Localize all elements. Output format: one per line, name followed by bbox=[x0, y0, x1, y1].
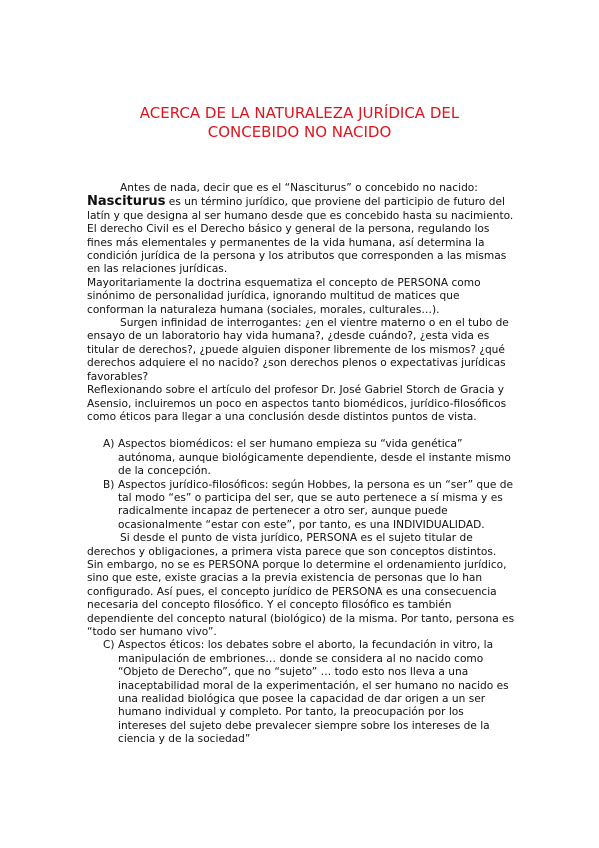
title-line-2: CONCEBIDO NO NACIDO bbox=[207, 123, 392, 141]
intro-paragraph-4: Surgen infinidad de interrogantes: ¿en el vientre materno o en el tubo de ensayo de un laboratorio hay vida humana?, ¿desde cuándo?, ¿esta vida es titular de derechos?, ¿puede alguien disponer libremente de los mismos? ¿qué derechos adquiere el no nacido? ¿son derechos plenos o expectativas jurídicas favorables? bbox=[87, 317, 509, 383]
aspects-list-continued bbox=[87, 639, 515, 746]
intro-paragraph-5: Reflexionando sobre el artículo del profesor Dr. José Gabriel Storch de Gracia y Asensio, incluiremos un poco en aspectos tanto biomédicos, jurídico-filosóficos como éticos para llegar a una conclusión desde distintos puntos de vista. bbox=[87, 384, 507, 423]
intro-paragraph-2: El derecho Civil es el Derecho básico y general de la persona, regulando los fines más elementales y permanentes de la vida humana, así determina la condición jurídica de la persona y los atributos que corresponden a las mismas en las relaciones jurídicas. bbox=[87, 223, 507, 276]
list-label-b: B) bbox=[103, 478, 115, 491]
aspect-b-continuation: Si desde el punto de vista jurídico, PERSONA es el sujeto titular de derechos y obligaciones, a primera vista parece que son conceptos distintos. Sin embargo, no se es PERSONA porque lo determine el ordenamiento jurídico, sino que este, existe gracias a la previa existencia de personas que lo han configurado. Así pues, el concepto jurídico de PERSONA es una consecuencia necesaria del concepto filosófico. Y el concepto filosófico es también dependiente del concepto natural (biológico) de la misma. Por tanto, persona es “todo ser humano vivo”. bbox=[87, 532, 515, 638]
list-text-c: Aspectos éticos: los debates sobre el aborto, la fecundación in vitro, la manipulación de embriones… donde se considera al no nacido como “Objeto de Derecho”, que no “sujeto” … todo esto nos lleva a una inaceptabilidad moral de la experimentación, el ser humano no nacido es una realidad biológica que posee la capacidad de dar origen a un ser humano individual y completo. Por tanto, la preocupación por los intereses del sujeto debe prevalecer siempre sobre los intereses de la ciencia y de la sociedad” bbox=[118, 639, 509, 746]
document-title bbox=[0, 104, 599, 142]
aspects-list bbox=[87, 438, 515, 532]
list-item-b bbox=[87, 479, 515, 533]
list-label-a: A) bbox=[103, 438, 115, 451]
list-text-b: Aspectos jurídico-filosóficos: según Hobbes, la persona es un “ser” que de tal modo “es” o participa del ser, que se auto pertenece a sí misma y es radicalmente incapaz de pertenecer a otro ser, aunque puede ocasionalmente “estar con este”, por tanto, es una INDIVIDUALIDAD. bbox=[118, 478, 513, 531]
intro-paragraph-1: Antes de nada, decir que es el “Nasciturus” o concebido no nacido: bbox=[120, 182, 478, 194]
intro-paragraph-3: Mayoritariamente la doctrina esquematiza el concepto de PERSONA como sinónimo de personalidad jurídica, ignorando multitud de matices que conforman la naturaleza humana (sociales, morales, culturales…). bbox=[87, 276, 481, 316]
list-text-a: Aspectos biomédicos: el ser humano empieza su “vida genética” autónoma, aunque biológicamente dependiente, desde el instante mismo de la concepción. bbox=[118, 438, 511, 478]
list-item-a bbox=[87, 438, 515, 478]
document-body bbox=[87, 182, 515, 747]
definition-text: es un término jurídico, que proviene del participio de futuro del latín y que designa al ser humano desde que es concebido hasta su nacimiento. bbox=[87, 196, 514, 222]
list-label-c: C) bbox=[103, 639, 115, 652]
nasciturus-term: Nasciturus bbox=[87, 194, 166, 210]
intro-definition bbox=[87, 195, 515, 223]
list-item-c bbox=[87, 639, 515, 746]
title-line-1: ACERCA DE LA NATURALEZA JURÍDICA DEL bbox=[139, 104, 460, 122]
